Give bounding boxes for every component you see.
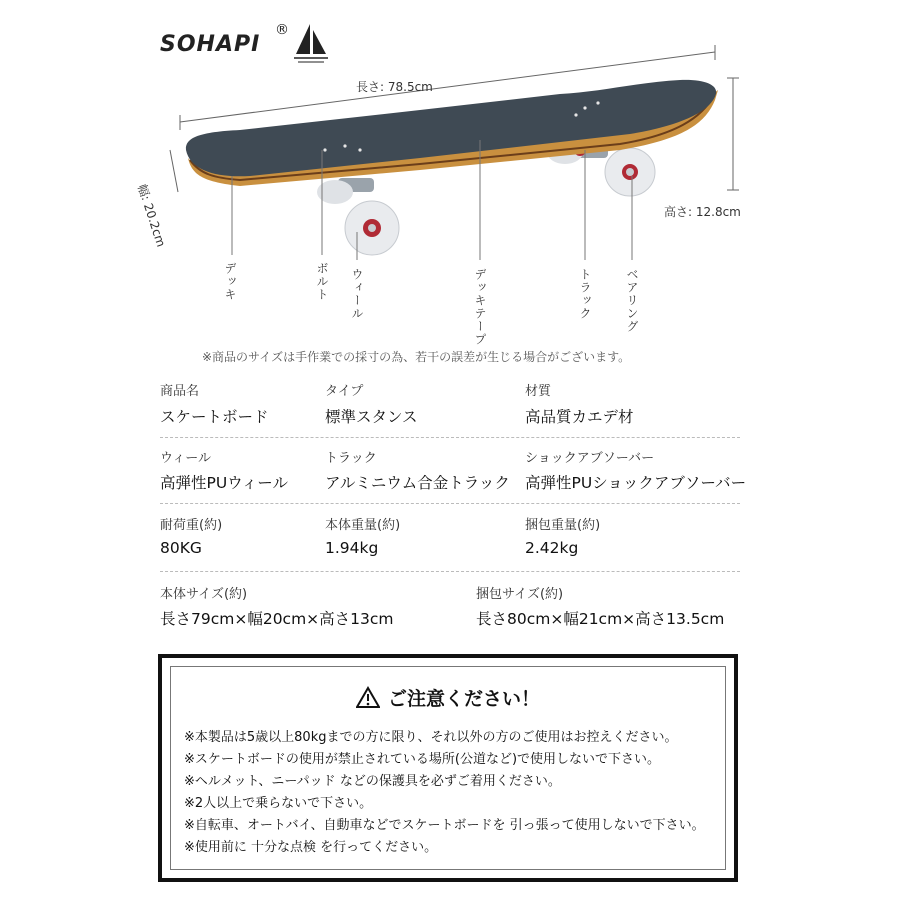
spec-label-body-size: 本体サイズ(約) [160,587,248,602]
spec-label-truck: トラック [325,451,377,466]
length-label: 長さ: 78.5cm [356,80,433,94]
spec-value-product-name: スケートボード [160,408,269,426]
spec-label-load: 耐荷重(約) [160,518,223,533]
registered-mark: ® [275,22,289,38]
part-label-deck: デッキ [223,262,237,301]
width-label: 幅: 20.2cm [134,182,169,249]
brand-logo-text: SOHAPI [160,32,261,57]
spec-label-package-weight: 捆包重量(約) [525,518,601,533]
spec-value-wheel: 高弾性PUウィール [160,474,288,492]
spec-value-package-size: 長さ80cm×幅21cm×高さ13.5cm [476,610,725,628]
divider [160,571,740,572]
spec-value-body-size: 長さ79cm×幅20cm×高さ13cm [160,610,394,628]
caution-box [158,654,738,882]
caution-item: ※使用前に 十分な点検 を行ってください。 [184,840,438,855]
spec-label-type: タイプ [325,384,364,399]
divider [160,503,740,504]
spec-label-body-weight: 本体重量(約) [325,518,401,533]
spec-value-body-weight: 1.94kg [325,539,379,557]
part-label-grip-tape: デッキテープ [473,268,487,346]
rear-truck [317,178,399,255]
size-note: ※商品のサイズは手作業での採寸の為、若干の誤差が生じる場合がございます。 [202,350,631,364]
spec-value-shock: 高弾性PUショックアブソーバー [525,474,747,492]
caution-title [162,684,734,711]
caution-item: ※スケートボードの使用が禁止されている場所(公道など)で使用しないで下さい。 [184,752,661,767]
caution-item: ※自転車、オートバイ、自動車などでスケートボードを 引っ張って使用しないで下さい。 [184,818,705,833]
spec-value-material: 高品質カエデ材 [525,408,634,426]
spec-value-truck: アルミニウム合金トラック [325,474,510,492]
spec-label-shock: ショックアブソーバー [525,451,655,466]
divider [160,437,740,438]
part-label-bolt: ボルト [315,262,329,301]
skateboard-illustration [0,0,900,350]
spec-label-wheel: ウィール [160,451,211,466]
spec-label-package-size: 捆包サイズ(約) [476,587,564,602]
spec-value-package-weight: 2.42kg [525,539,579,557]
warning-triangle-icon [356,686,380,708]
part-label-wheel: ウィール [350,268,364,320]
caution-item: ※ヘルメット、ニーパッド などの保護具を必ずご着用ください。 [184,774,561,789]
caution-title-text: ご注意ください！ [387,688,540,710]
spec-value-load: 80KG [160,539,202,557]
caution-item: ※本製品は5歳以上80kgまでの方に限り、それ以外の方のご使用はお控えください。 [184,730,678,745]
part-label-bearing: ベアリング [625,268,639,333]
spec-label-material: 材質 [525,384,552,399]
part-label-truck: トラック [578,268,592,320]
caution-item: ※2人以上で乗らないで下さい。 [184,796,373,811]
height-label: 高さ: 12.8cm [664,205,741,219]
spec-label-product-name: 商品名 [160,384,200,399]
spec-value-type: 標準スタンス [325,408,418,426]
